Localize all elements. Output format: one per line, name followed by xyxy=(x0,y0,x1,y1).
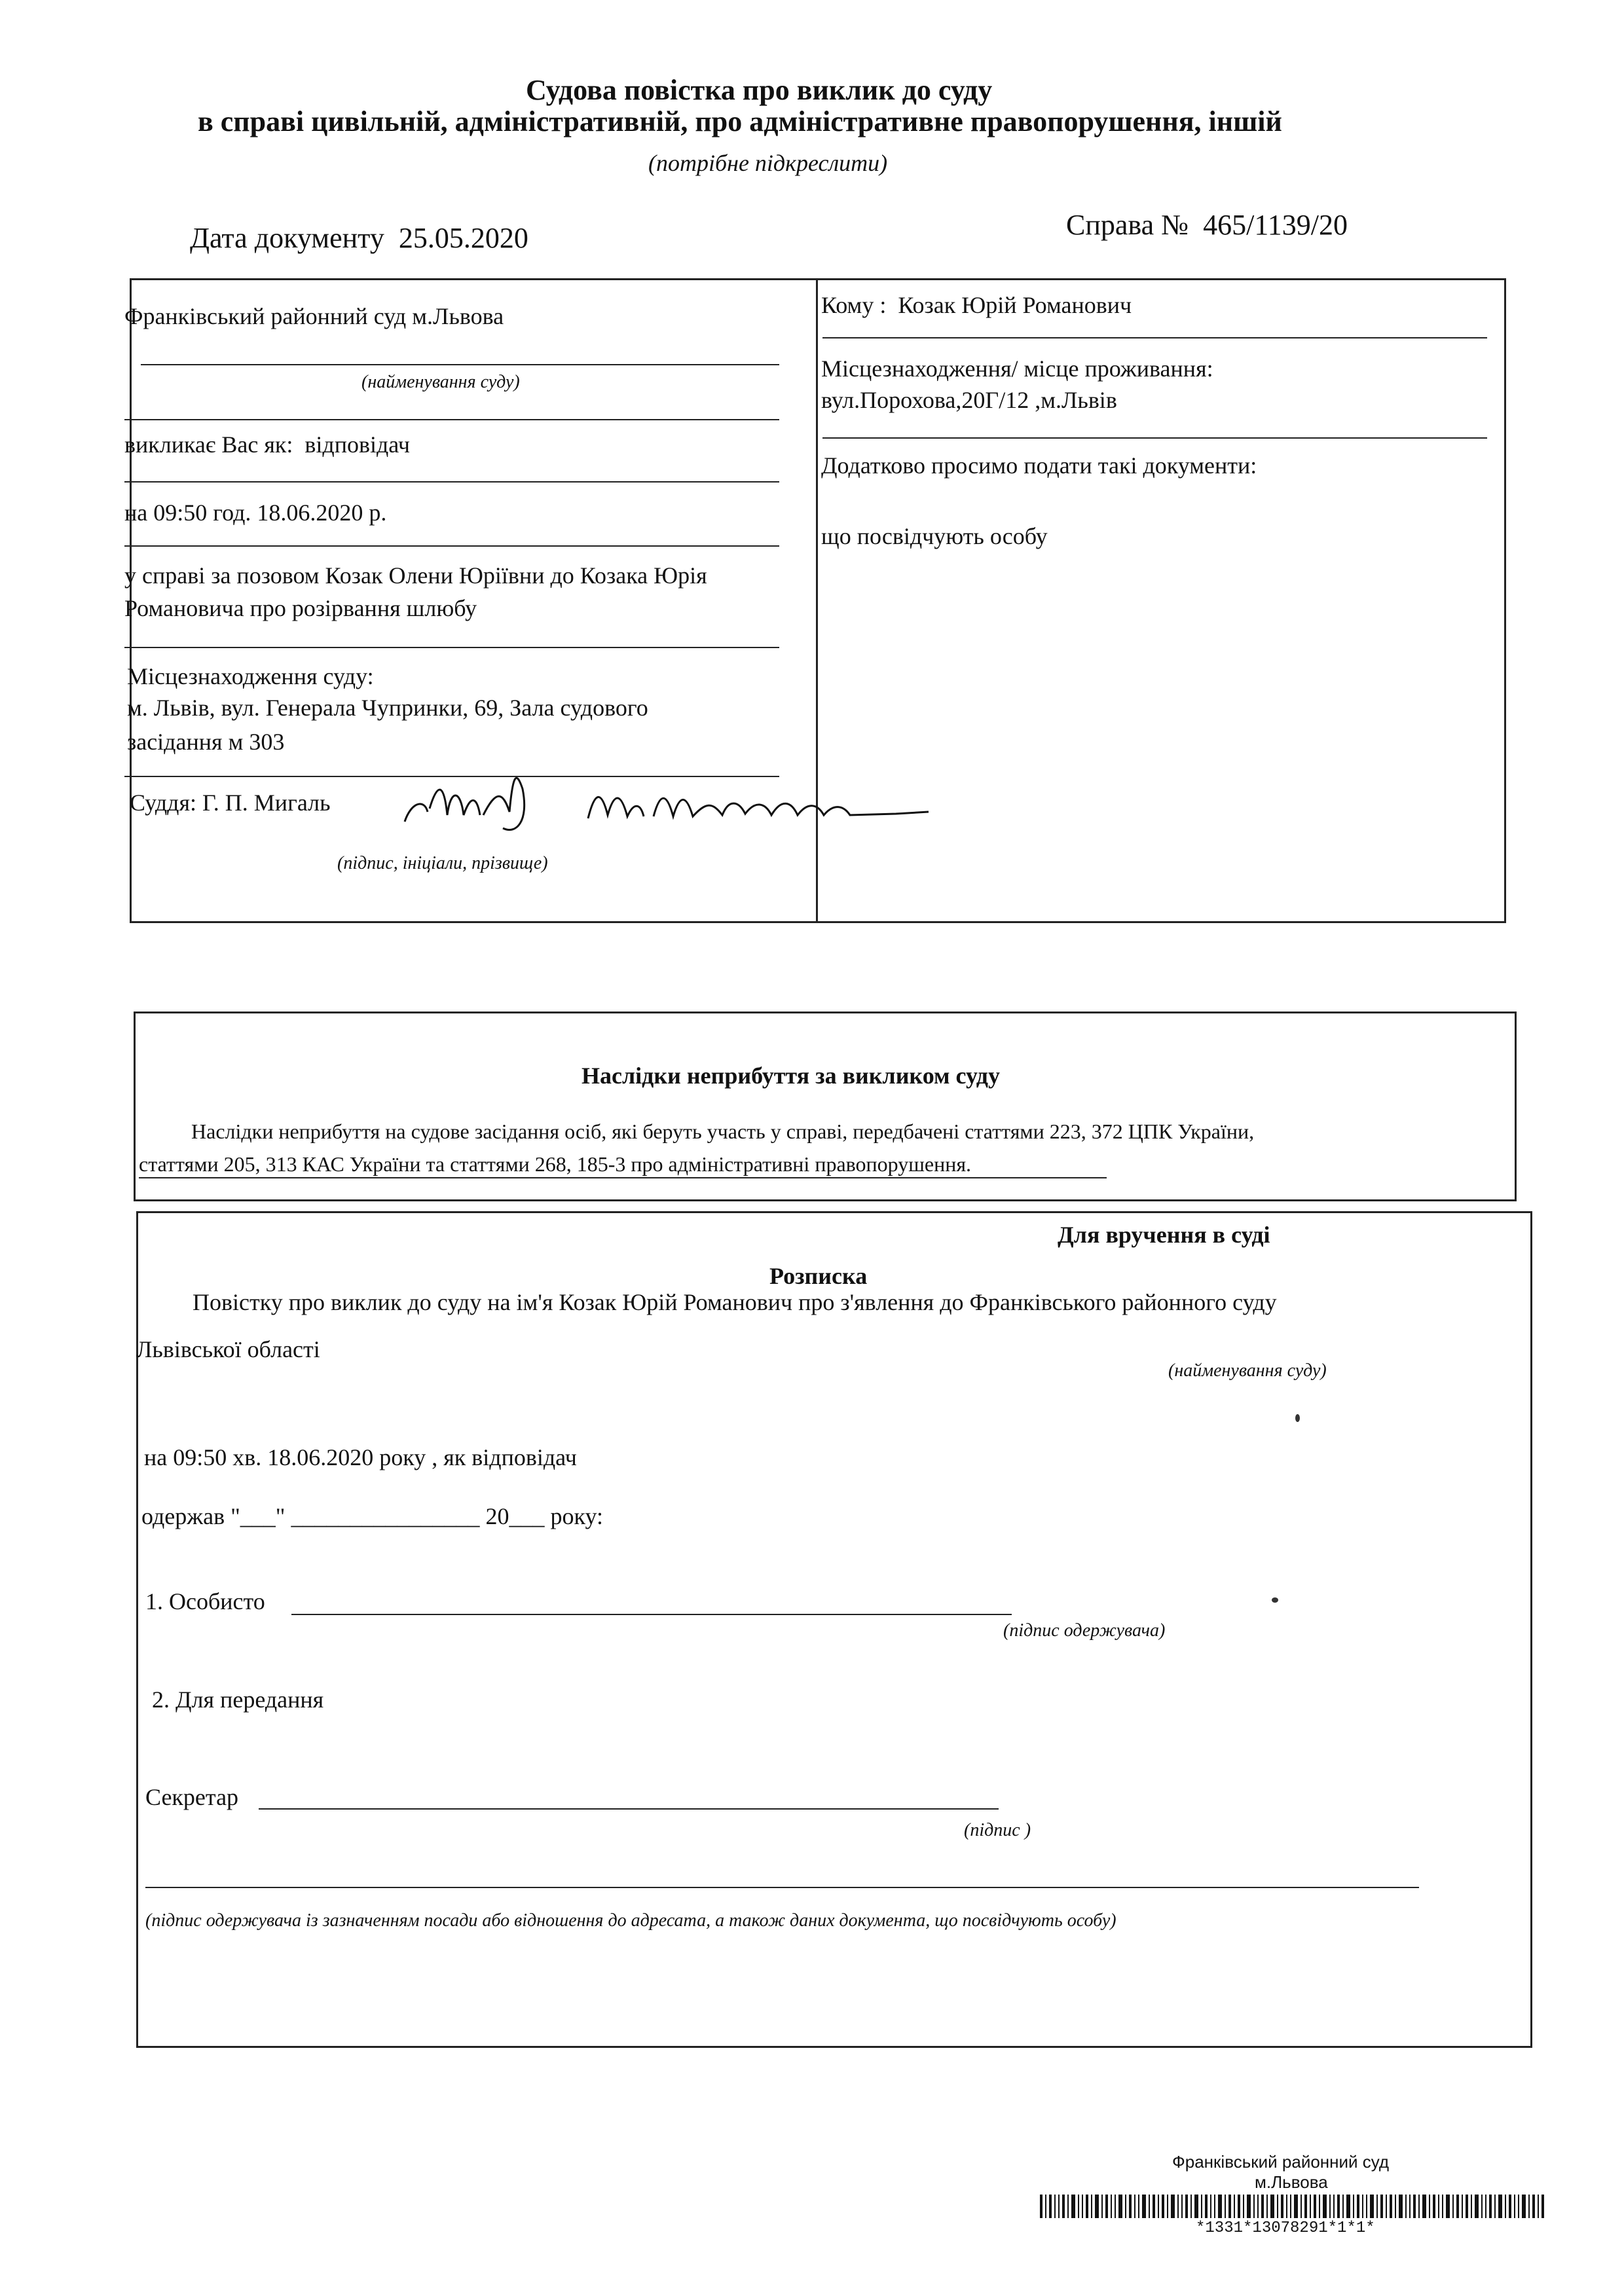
address-underline xyxy=(822,437,1487,439)
receipt-title: Розписка xyxy=(769,1263,868,1289)
extra-docs-label: Додатково просимо подати такі документи: xyxy=(821,452,1257,479)
case-underline xyxy=(124,647,779,648)
case-number xyxy=(1066,208,1348,242)
calls-as xyxy=(124,431,410,458)
calls-underline xyxy=(124,481,779,483)
secretary-signature-line xyxy=(259,1808,999,1810)
court-name: Франківський районний суд м.Львова xyxy=(124,303,504,329)
stamp-court-line2: м.Львова xyxy=(1255,2172,1328,2192)
personal-label: 1. Особисто xyxy=(145,1588,265,1614)
court-name-underline xyxy=(141,364,779,365)
personal-caption: (підпис одержувача) xyxy=(1003,1620,1166,1641)
court-caption: (найменування суду) xyxy=(361,372,520,392)
case-description-line1: у справі за позовом Козак Олени Юріївни до Козака Юрія xyxy=(124,562,707,589)
transfer-label: 2. Для передання xyxy=(152,1686,324,1713)
for-court-delivery: Для вручення в суді xyxy=(1058,1222,1270,1248)
court-location-line2: засідання м 303 xyxy=(127,729,285,755)
speck-1 xyxy=(1295,1414,1300,1422)
barcode xyxy=(1040,2195,1544,2218)
underline-note: (потрібне підкреслити) xyxy=(648,150,888,176)
signature-caption: (підпис, ініціали, прізвище) xyxy=(337,853,548,873)
consequences-text-line2: статтями 205, 313 КАС України та статтями 268, 185-3 про адміністративні правопорушення. xyxy=(139,1152,972,1176)
court-location-label: Місцезнаходження суду: xyxy=(127,663,374,689)
extra-docs-value: що посвідчують особу xyxy=(821,523,1048,549)
receipt-court-caption: (найменування суду) xyxy=(1168,1360,1327,1381)
court-location-line1: м. Львів, вул. Генерала Чупринки, 69, Зала судового xyxy=(127,695,648,721)
recipient-to-value: Козак Юрій Романович xyxy=(898,292,1132,318)
calls-value: відповідач xyxy=(304,431,410,458)
document-subtitle: в справі цивільній, адміністративній, про адміністративне правопорушення, іншій xyxy=(198,105,1282,137)
secretary-label: Секретар xyxy=(145,1784,239,1810)
receipt-line1: Повістку про виклик до суду на ім'я Козак Юрій Романович про з'явлення до Франківського районного суду xyxy=(193,1289,1277,1315)
recipient-underline xyxy=(822,337,1487,338)
court-caption-underline xyxy=(124,419,779,420)
document-date xyxy=(190,221,528,255)
secretary-caption: (підпис ) xyxy=(964,1820,1031,1840)
speck-2 xyxy=(1272,1597,1278,1603)
hearing-time: на 09:50 год. 18.06.2020 р. xyxy=(124,500,387,526)
personal-signature-line xyxy=(291,1614,1012,1615)
time-underline xyxy=(124,545,779,547)
calls-label: викликає Вас як: xyxy=(124,431,293,458)
consequences-text-line1: Наслідки неприбуття на судове засідання осіб, які беруть участь у справі, передбачені статтями 223, 372 ЦПК України, xyxy=(191,1120,1255,1143)
judge-signature xyxy=(398,763,935,841)
stamp-court-line1: Франківський районний суд xyxy=(1172,2152,1390,2172)
case-description-line2: Романовича про розірвання шлюбу xyxy=(124,595,477,621)
case-label: Справа № xyxy=(1066,209,1189,241)
receipt-line2: Львівської області xyxy=(136,1336,320,1362)
consequences-text-underline xyxy=(139,1177,1107,1178)
consequences-title: Наслідки неприбуття за викликом суду xyxy=(581,1063,1000,1089)
judge-name: Суддя: Г. П. Мигаль xyxy=(130,790,331,816)
case-value: 465/1139/20 xyxy=(1203,209,1348,241)
received-date-line: одержав "___" ________________ 20___ року: xyxy=(141,1503,604,1529)
recipient-to-label: Кому : xyxy=(821,292,887,318)
date-value: 25.05.2020 xyxy=(398,222,528,254)
recipient-address-label: Місцезнаходження/ місце проживання: xyxy=(821,355,1213,382)
document-title: Судова повістка про виклик до суду xyxy=(526,74,993,106)
recipient-name xyxy=(821,291,1132,319)
date-label: Дата документу xyxy=(190,222,384,254)
receipt-time-line: на 09:50 хв. 18.06.2020 року , як відповідач xyxy=(144,1444,577,1470)
recipient-address-value: вул.Порохова,20Г/12 ,м.Львів xyxy=(821,387,1117,413)
bottom-caption: (підпис одержувача із зазначенням посади або відношення до адресата, а також даних документа, що посвідчують особу) xyxy=(145,1910,1116,1931)
bottom-signature-line xyxy=(145,1887,1419,1888)
barcode-number: *1331*13078291*1*1* xyxy=(1196,2219,1375,2237)
